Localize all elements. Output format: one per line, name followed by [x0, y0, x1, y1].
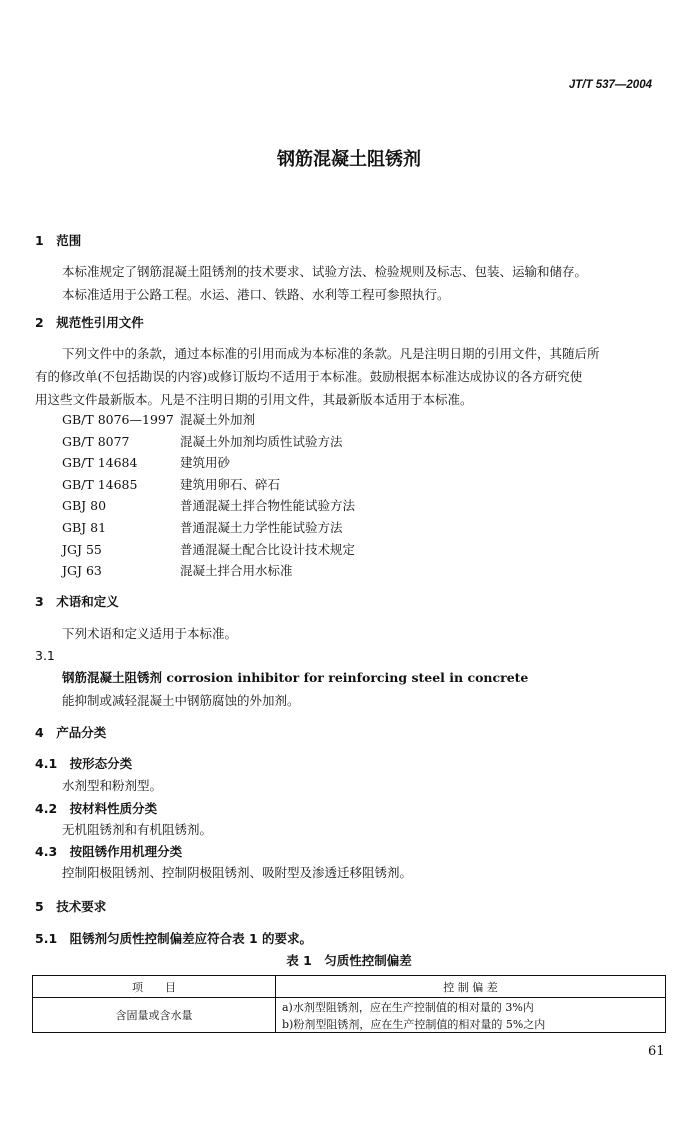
reference-title: 混凝土外加剂 — [180, 412, 256, 427]
clause-heading: 4.1 按形态分类 — [35, 756, 133, 771]
reference-code: JGJ 63 — [62, 563, 102, 579]
section-2-heading: 2 规范性引用文件 — [35, 315, 144, 330]
term: 钢筋混凝土阻锈剂 corrosion inhibitor for reinforcing steel in concrete — [62, 670, 529, 685]
table-header: 控 制 偏 差 — [276, 976, 666, 998]
table-cell: 含固量或含水量 — [33, 998, 276, 1033]
document-title: 钢筋混凝土阻锈剂 — [277, 149, 421, 170]
reference-title: 建筑用卵石、碎石 — [180, 476, 281, 492]
paragraph: 有的修改单(不包括勘误的内容)或修订版均不适用于本标准。鼓励根据本标准达成协议的各方研究使 — [35, 369, 583, 384]
reference-code: GB/T 14685 — [62, 476, 138, 492]
clause-heading: 5.1 阻锈剂匀质性控制偏差应符合表 1 的要求。 — [35, 931, 313, 946]
reference-title: 混凝土拌合用水标准 — [180, 563, 293, 579]
section-1-heading: 1 范围 — [35, 233, 82, 248]
reference-title: 普通混凝土力学性能试验方法 — [180, 520, 343, 535]
paragraph: 下列术语和定义适用于本标准。 — [62, 626, 238, 641]
reference-code: GB/T 8077 — [62, 433, 130, 449]
definition: 能抑制或减轻混凝土中钢筋腐蚀的外加剂。 — [62, 693, 300, 708]
paragraph: 下列文件中的条款，通过本标准的引用而成为本标准的条款。凡是注明日期的引用文件，其随后所 — [62, 346, 600, 361]
reference-code: GB/T 8076—1997 — [62, 412, 174, 427]
reference-title: 普通混凝土拌合物性能试验方法 — [180, 498, 356, 514]
table-cell: b)粉剂型阻锈剂，应在生产控制值的相对量的 5%之内 — [276, 1015, 666, 1033]
paragraph: 水剂型和粉剂型。 — [62, 778, 163, 793]
reference-code: GBJ 80 — [62, 498, 107, 514]
paragraph: 本标准适用于公路工程。水运、港口、铁路、水利等工程可参照执行。 — [62, 287, 450, 302]
paragraph: 控制阳极阻锈剂、控制阴极阻锈剂、吸附型及渗透迁移阻锈剂。 — [62, 865, 413, 880]
clause-heading: 4.2 按材料性质分类 — [35, 801, 158, 816]
paragraph: 本标准规定了钢筋混凝土阻锈剂的技术要求、试验方法、检验规则及标志、包装、运输和储存。 — [62, 264, 588, 279]
section-4-heading: 4 产品分类 — [35, 725, 107, 740]
reference-title: 混凝土外加剂均质性试验方法 — [180, 433, 343, 449]
table-cell: a)水剂型阻锈剂，应在生产控制值的相对量的 3%内 — [276, 998, 666, 1016]
reference-code: JGJ 55 — [62, 541, 102, 557]
paragraph: 用这些文件最新版本。凡是不注明日期的引用文件，其最新版本适用于本标准。 — [35, 392, 473, 407]
reference-code: GBJ 81 — [62, 520, 107, 535]
standard-code: JT/T 537—2004 — [568, 79, 652, 91]
clause-heading: 4.3 按阻锈作用机理分类 — [35, 844, 183, 859]
section-5-heading: 5 技术要求 — [35, 899, 107, 914]
section-3-heading: 3 术语和定义 — [35, 594, 119, 609]
table-title: 表 1 匀质性控制偏差 — [286, 953, 412, 968]
reference-code: GB/T 14684 — [62, 455, 138, 471]
page-number: 61 — [648, 1044, 665, 1059]
table-header: 项 目 — [33, 976, 276, 998]
table-row — [33, 998, 666, 1016]
reference-title: 普通混凝土配合比设计技术规定 — [180, 541, 356, 557]
clause-number: 3.1 — [35, 648, 55, 663]
uniformity-table — [32, 975, 666, 1033]
paragraph: 无机阻锈剂和有机阻锈剂。 — [62, 822, 213, 837]
reference-title: 建筑用砂 — [180, 455, 231, 471]
